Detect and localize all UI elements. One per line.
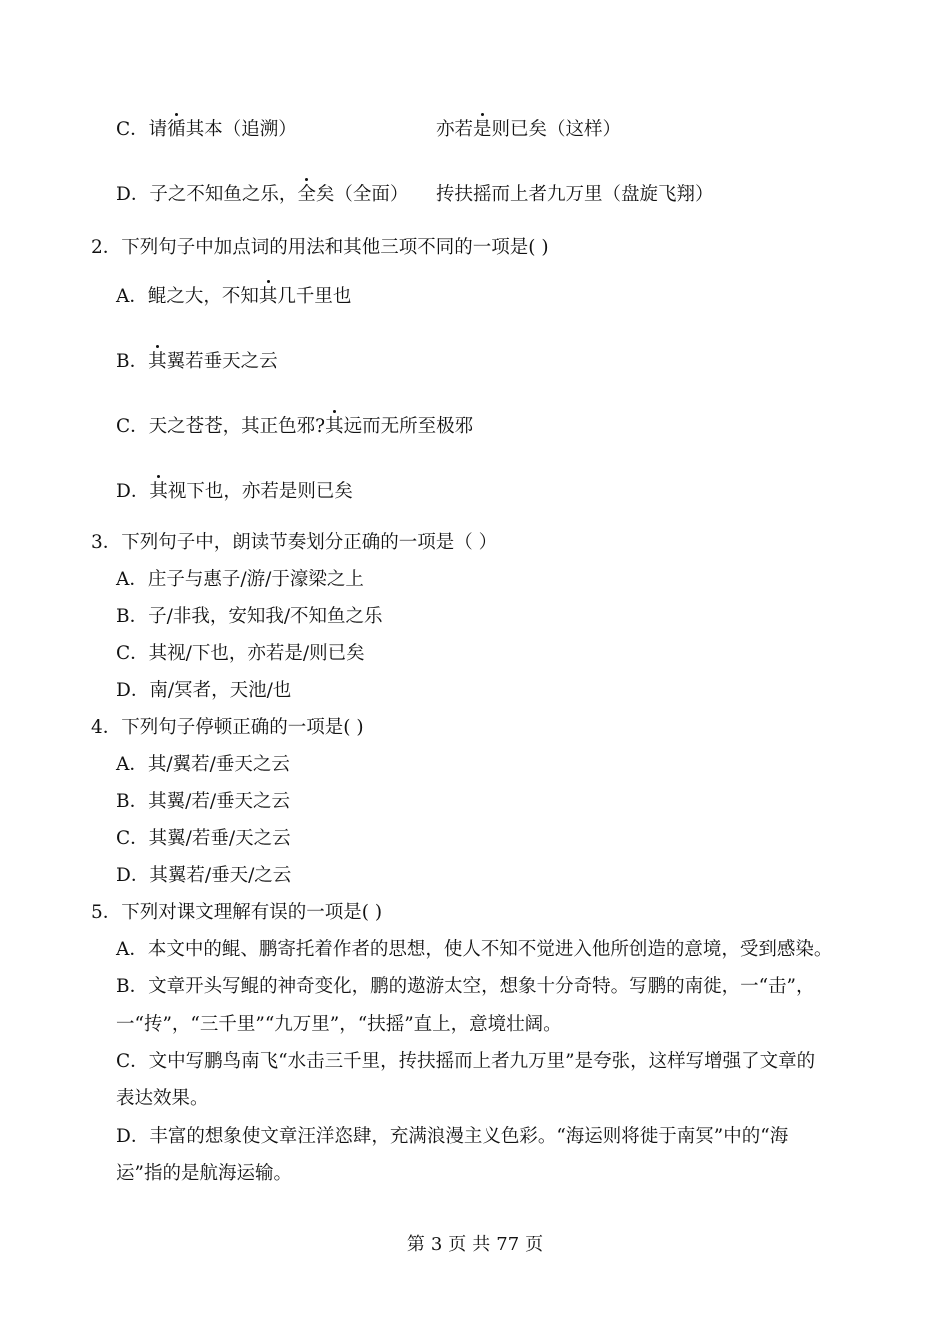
- q5-option-c-line1: C．文中写鹏鸟南飞“水击三千里，抟扶摇而上者九万里”是夸张，这样写增强了文章的: [116, 1051, 816, 1072]
- q2-option-a: A．鲲之大，不知其几千里也: [116, 286, 352, 307]
- emphasis-dot-char: 全: [297, 184, 316, 205]
- emphasis-dot-char: 其: [148, 351, 167, 372]
- q3-option-c: C．其视/下也，亦若是/则已矣: [116, 643, 365, 664]
- q5-option-d-line1: D．丰富的想象使文章汪洋恣肆，充满浪漫主义色彩。“海运则将徙于南冥”中的“海: [116, 1126, 789, 1147]
- q2-stem: 2．下列句子中加点词的用法和其他三项不同的一项是( ): [91, 237, 549, 258]
- emphasis-dot-char: 其: [258, 286, 278, 307]
- emphasis-dot-char: 其: [149, 481, 168, 502]
- q1-option-d-second: 抟扶摇而上者九万里（盘旋飞翔）: [436, 184, 714, 205]
- q2-option-b: B．其翼若垂天之云: [116, 351, 278, 372]
- q3-option-a: A．庄子与惠子/游/于濠梁之上: [116, 569, 364, 590]
- q3-stem: 3．下列句子中，朗读节奏划分正确的一项是（ ）: [91, 532, 498, 553]
- q1-option-c: C．请循其本（追溯）: [116, 119, 297, 140]
- total-page-count: 77: [496, 1234, 520, 1255]
- page-footer: 第 3 页 共 77 页: [406, 1234, 544, 1255]
- q5-option-b-line2: 一“抟”，“三千里”“九万里”，“扶摇”直上，意境壮阔。: [116, 1014, 562, 1035]
- current-page-number: 3: [430, 1234, 443, 1255]
- emphasis-dot-char: 其: [325, 416, 344, 437]
- q2-option-c: C．天之苍苍，其正色邪?其远而无所至极邪: [116, 416, 474, 437]
- q4-option-d: D．其翼若/垂天/之云: [116, 865, 292, 886]
- emphasis-dot-char: 循: [167, 119, 186, 140]
- q5-stem: 5．下列对课文理解有误的一项是( ): [91, 902, 383, 923]
- q1-option-c-second: 亦若是则已矣（这样）: [436, 119, 622, 140]
- q2-option-d: D．其视下也，亦若是则已矣: [116, 481, 353, 502]
- q1-option-d: D．子之不知鱼之乐，全矣（全面）: [116, 184, 409, 205]
- q5-option-d-line2: 运”指的是航海运输。: [116, 1163, 292, 1184]
- q5-option-b-line1: B．文章开头写鲲的神奇变化，鹏的遨游太空，想象十分奇特。写鹏的南徙，一“击”，: [116, 976, 815, 997]
- q5-option-a: A．本文中的鲲、鹏寄托着作者的思想，使人不知不觉进入他所创造的意境，受到感染。: [116, 939, 833, 960]
- q4-stem: 4．下列句子停顿正确的一项是( ): [91, 717, 364, 738]
- q4-option-c: C．其翼/若垂/天之云: [116, 828, 291, 849]
- q4-option-a: A．其/翼若/垂天之云: [116, 754, 290, 775]
- q4-option-b: B．其翼/若/垂天之云: [116, 791, 291, 812]
- emphasis-dot-char: 是: [473, 119, 492, 140]
- q3-option-d: D．南/冥者，天池/也: [116, 680, 292, 701]
- q3-option-b: B．子/非我，安知我/不知鱼之乐: [116, 606, 383, 627]
- q5-option-c-line2: 表达效果。: [116, 1088, 209, 1109]
